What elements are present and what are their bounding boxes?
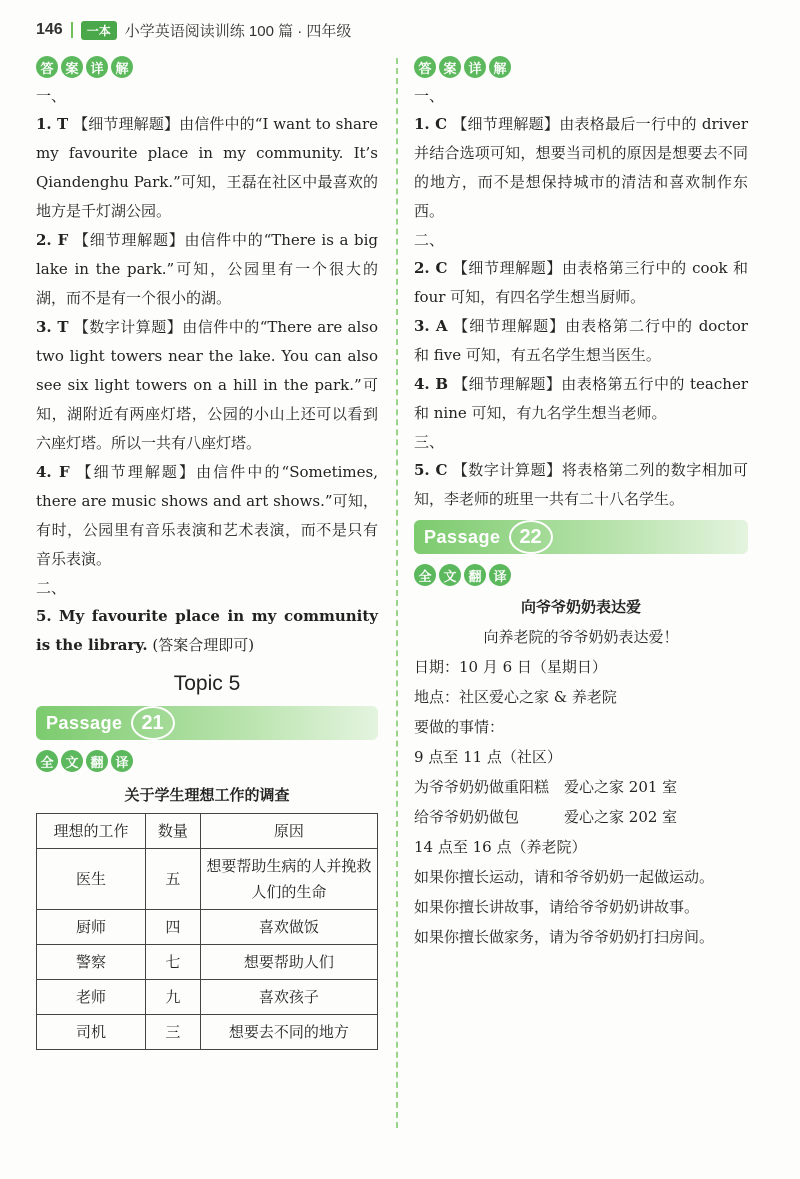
event-place: 地点：社区爱心之家 & 养老院	[414, 688, 617, 706]
passage-number: 21	[131, 706, 175, 740]
table-cell: 厨师	[37, 910, 146, 945]
column-divider	[396, 58, 398, 1128]
badge-char: 案	[439, 56, 461, 78]
passage-label: Passage	[46, 712, 123, 733]
badge-char: 翻	[86, 750, 108, 772]
answer-item	[414, 370, 748, 428]
table-cell: 老师	[37, 980, 146, 1015]
survey-table	[36, 813, 378, 1050]
answer-badge	[414, 56, 748, 78]
answer-item	[414, 312, 748, 370]
table-cell: 喜欢孩子	[200, 980, 377, 1015]
badge-char: 译	[489, 564, 511, 586]
answer-text: 【细节理解题】由表格第三行中的 cook 和 four 可知，有四名学生想当厨师。	[414, 259, 748, 306]
table-cell: 喜欢做饭	[200, 910, 377, 945]
table-row	[37, 1015, 378, 1050]
translation-badge	[36, 750, 378, 772]
badge-char: 文	[439, 564, 461, 586]
answer-item	[36, 110, 378, 226]
translation-badge	[414, 564, 748, 586]
section-heading: 二、	[414, 231, 445, 249]
badge-char: 案	[61, 56, 83, 78]
badge-char: 翻	[464, 564, 486, 586]
badge-char: 答	[414, 56, 436, 78]
answer-item	[36, 313, 378, 458]
badge-char: 文	[61, 750, 83, 772]
badge-char: 详	[86, 56, 108, 78]
table-header: 数量	[146, 814, 201, 849]
answer-key: 2. F	[36, 231, 69, 249]
table-header-row	[37, 814, 378, 849]
table-cell: 七	[146, 945, 201, 980]
topic-title: Topic 5	[173, 672, 241, 695]
table-cell: 警察	[37, 945, 146, 980]
answer-sentence: My favourite place in my community is the library.	[36, 607, 378, 654]
answer-key: 3. T	[36, 318, 69, 336]
answer-text: 【细节理解题】由信件中的“I want to share my favourite place in my community. It’s Qiandenghu Park.”可知，王磊在社区中最喜欢的地方是千灯湖公园。	[36, 115, 378, 220]
time-slot: 9 点至 11 点（社区）	[414, 748, 562, 766]
table-cell: 医生	[37, 849, 146, 910]
table-cell: 想要去不同的地方	[200, 1015, 377, 1050]
answer-item	[414, 254, 748, 312]
answer-item	[36, 602, 378, 660]
table-cell: 想要帮助生病的人并挽救人们的生命	[200, 849, 377, 910]
brand-logo: 一本	[81, 21, 117, 40]
table-header: 理想的工作	[37, 814, 146, 849]
table-cell: 五	[146, 849, 201, 910]
page-number: 146	[36, 21, 63, 38]
answer-item	[414, 110, 748, 226]
translation-title: 向爷爷奶奶表达爱	[520, 598, 641, 616]
answer-text: 【数字计算题】由信件中的“There are also two light towers near the lake. You can also see six light towers on a hill in the park.”可知，湖附近有两座灯塔，公园的小山上还可以看到六座灯塔。所以一共有八座灯塔。	[36, 318, 378, 452]
badge-char: 详	[464, 56, 486, 78]
answer-text: 【细节理解题】由信件中的“There is a big lake in the park.”可知，公园里有一个很大的湖，而不是有一个很小的湖。	[36, 231, 378, 307]
badge-char: 解	[111, 56, 133, 78]
table-cell: 司机	[37, 1015, 146, 1050]
paragraph: 如果你擅长讲故事，请给爷爷奶奶讲故事。	[414, 898, 700, 916]
table-header: 原因	[200, 814, 377, 849]
badge-char: 解	[489, 56, 511, 78]
answer-key: 2. C	[414, 259, 448, 277]
answer-text: 【细节理解题】由表格最后一行中的 driver 并结合选项可知，想要当司机的原因是想要去不同的地方，而不是想保持城市的清洁和喜欢制作东西。	[414, 115, 748, 220]
translation-subtitle: 向养老院的爷爷奶奶表达爱！	[483, 628, 679, 646]
passage-banner	[414, 520, 748, 554]
answer-key: 4. F	[36, 463, 70, 481]
answer-key: 4. B	[414, 375, 448, 393]
badge-char: 译	[111, 750, 133, 772]
answer-text: 【数字计算题】将表格第二列的数字相加可知，李老师的班里一共有二十八名学生。	[414, 461, 748, 508]
table-cell: 九	[146, 980, 201, 1015]
badge-char: 全	[414, 564, 436, 586]
paragraph: 如果你擅长做家务，请为爷爷奶奶打扫房间。	[414, 928, 715, 946]
table-cell: 三	[146, 1015, 201, 1050]
page-header	[36, 18, 351, 42]
survey-title: 关于学生理想工作的调查	[124, 786, 290, 804]
task-line: 给爷爷奶奶做包 爱心之家 202 室	[414, 808, 678, 826]
section-heading: 一、	[36, 87, 67, 105]
answer-item	[414, 456, 748, 514]
passage-label: Passage	[424, 526, 501, 547]
answer-key: 5.	[36, 607, 52, 625]
table-cell: 想要帮助人们	[200, 945, 377, 980]
badge-char: 全	[36, 750, 58, 772]
table-row	[37, 980, 378, 1015]
section-heading: 二、	[36, 579, 67, 597]
left-column	[36, 56, 378, 1050]
answer-text: 【细节理解题】由表格第五行中的 teacher 和 nine 可知，有九名学生想当老师。	[414, 375, 748, 422]
answer-key: 3. A	[414, 317, 448, 335]
header-divider	[71, 22, 73, 38]
section-heading: 三、	[414, 433, 445, 451]
badge-char: 答	[36, 56, 58, 78]
table-row	[37, 945, 378, 980]
table-cell: 四	[146, 910, 201, 945]
answer-item	[36, 226, 378, 313]
answer-key: 1. T	[36, 115, 69, 133]
answer-key: 5. C	[414, 461, 448, 479]
answer-text: 【细节理解题】由表格第二行中的 doctor 和 five 可知，有五名学生想当医生。	[414, 317, 748, 364]
section-heading: 一、	[414, 87, 445, 105]
paragraph: 如果你擅长运动，请和爷爷奶奶一起做运动。	[414, 868, 715, 886]
table-row	[37, 910, 378, 945]
task-line: 为爷爷奶奶做重阳糕 爱心之家 201 室	[414, 778, 678, 796]
answer-badge	[36, 56, 378, 78]
answer-note: (答案合理即可)	[152, 636, 255, 654]
book-title: 小学英语阅读训练 100 篇 · 四年级	[124, 22, 352, 40]
right-column	[414, 56, 748, 952]
passage-number: 22	[509, 520, 553, 554]
passage-banner	[36, 706, 378, 740]
answer-key: 1. C	[414, 115, 448, 133]
todo-heading: 要做的事情：	[414, 718, 505, 736]
time-slot: 14 点至 16 点（养老院）	[414, 838, 587, 856]
answer-text: 【细节理解题】由信件中的“Sometimes, there are music shows and art shows.”可知，有时，公园里有音乐表演和艺术表演，而不是只有音乐表演。	[36, 463, 378, 568]
event-date: 日期：10 月 6 日（星期日）	[414, 658, 607, 676]
table-row	[37, 849, 378, 910]
answer-item	[36, 458, 378, 574]
translation-text	[414, 592, 748, 952]
